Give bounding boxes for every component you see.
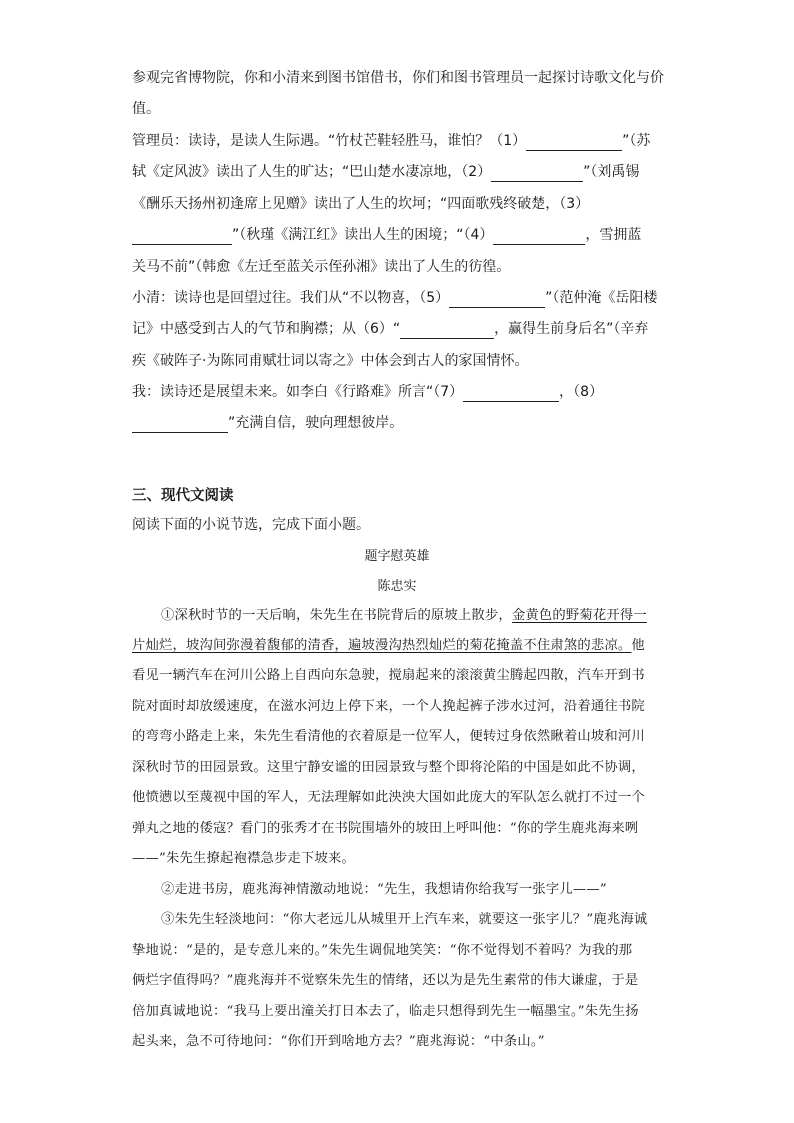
answer-blank-7[interactable] — [463, 385, 559, 402]
passage-p1-line-9: ——”朱先生撩起袍襟急步走下坡来。 — [132, 851, 355, 866]
passage-p1-line-2: 片灿烂，坡沟间弥漫着馥郁的清香，遍坡漫沟热烈灿烂的菊花掩盖不住肃煞的悲凉。他 — [132, 638, 645, 653]
passage-p2: ②走进书房，鹿兆海神情激动地说：“先生，我想请你给我写一张字儿——” — [161, 882, 607, 897]
me-line-1: 我：读诗还是展望未来。如李白《行路难》所言“（7） ，（8） — [132, 384, 604, 400]
answer-blank-5[interactable] — [449, 291, 545, 308]
passage-author: 陈忠实 — [377, 579, 417, 594]
intro-line-2: 值。 — [132, 101, 160, 117]
section-heading: 三、现代文阅读 — [132, 488, 234, 504]
manager-line-4: ”（秋瑾《满江红》读出人生的困境；“（4） ，雪拥蓝 — [132, 225, 641, 245]
manager-line-1: 管理员：读诗，是读人生际遇。“竹杖芒鞋轻胜马，谁怕？（1） ”（苏 — [132, 133, 651, 149]
answer-blank-3[interactable] — [132, 228, 232, 245]
passage-p3-line-4: 倍加真诚地说：“我马上要出潼关打日本去了，临走只想得到先生一幅墨宝。”朱先生扬 — [132, 1004, 639, 1019]
passage-p3-line-3: 俩烂字值得吗？”鹿兆海并不觉察朱先生的情绪，还以为是先生素常的伟大谦虚，于是 — [132, 973, 639, 988]
passage-p1-line-7: 他愤懑以至蔑视中国的军人，无法理解如此泱泱大国如此庞大的军队怎么就打不过一个 — [132, 790, 645, 805]
intro-line-1: 参观完省博物院，你和小清来到图书馆借书，你们和图书管理员一起探讨诗歌文化与价 — [132, 70, 664, 86]
xiaoqing-line-3: 疾《破阵子·为陈同甫赋壮词以寄之》中体会到古人的家国情怀。 — [132, 353, 529, 369]
answer-blank-2[interactable] — [491, 165, 583, 182]
passage-p1-line-4: 院对面时却放缓速度，在滋水河边上停下来，一个人挽起裤子涉水过河，沿着通往书院 — [132, 699, 645, 714]
passage-p1-line-1: ①深秋时节的一天后晌，朱先生在书院背后的原坡上散步，金黄色的野菊花开得一 — [161, 608, 647, 623]
manager-line-3: 《酬乐天扬州初逢席上见赠》读出了人生的坎坷；“四面歌残终破楚，（3） — [132, 196, 590, 212]
passage-p1-line-3: 看见一辆汽车在河川公路上自西向东急驶，搅扇起来的滚滚黄尘腾起四散，汽车开到书 — [132, 668, 645, 683]
passage-p1-line-5: 的弯弯小路走上来，朱先生看清他的衣着原是一位军人，便转过身依然瞅着山坡和河川 — [132, 729, 645, 744]
section-instruction: 阅读下面的小说节选，完成下面小题。 — [132, 517, 370, 533]
answer-blank-8[interactable] — [132, 416, 228, 433]
me-line-2: ”充满自信，驶向理想彼岸。 — [132, 413, 403, 433]
answer-blank-6[interactable] — [400, 322, 494, 339]
xiaoqing-line-2: 记》中感受到古人的气节和胸襟；从（6）“ ，赢得生前身后名”（辛弃 — [132, 321, 649, 337]
answer-blank-1[interactable] — [526, 134, 622, 151]
passage-p1-line-8: 弹丸之地的倭寇？看门的张秀才在书院围墙外的坡田上呼叫他：“你的学生鹿兆海来咧 — [132, 821, 639, 836]
passage-p3-line-5: 起头来，急不可待地问：“你们开到啥地方去？”鹿兆海说：“中条山。” — [132, 1034, 545, 1049]
passage-p3-line-2: 挚地说：“是的，是专意儿来的。”朱先生调侃地笑笑：“你不觉得划不着吗？为我的那 — [132, 943, 633, 958]
xiaoqing-line-1: 小清：读诗也是回望过往。我们从“不以物喜，（5） ”（范仲淹《岳阳楼 — [132, 290, 658, 306]
manager-line-2: 轼《定风波》读出了人生的旷达；“巴山楚水凄凉地，（2） ”（刘禹锡 — [132, 164, 640, 180]
passage-p3-line-1: ③朱先生轻淡地问：“你大老远儿从城里开上汽车来，就要这一张字儿？”鹿兆海诚 — [161, 912, 648, 927]
passage-p1-line-6: 深秋时节的田园景致。这里宁静安谧的田园景致与整个即将沦陷的中国是如此不协调， — [132, 760, 645, 775]
answer-blank-4[interactable] — [493, 228, 585, 245]
manager-line-5: 关马不前”（韩愈《左迁至蓝关示侄孙湘》读出了人生的彷徨。 — [132, 259, 511, 275]
passage-title: 题字慰英雄 — [364, 549, 430, 564]
